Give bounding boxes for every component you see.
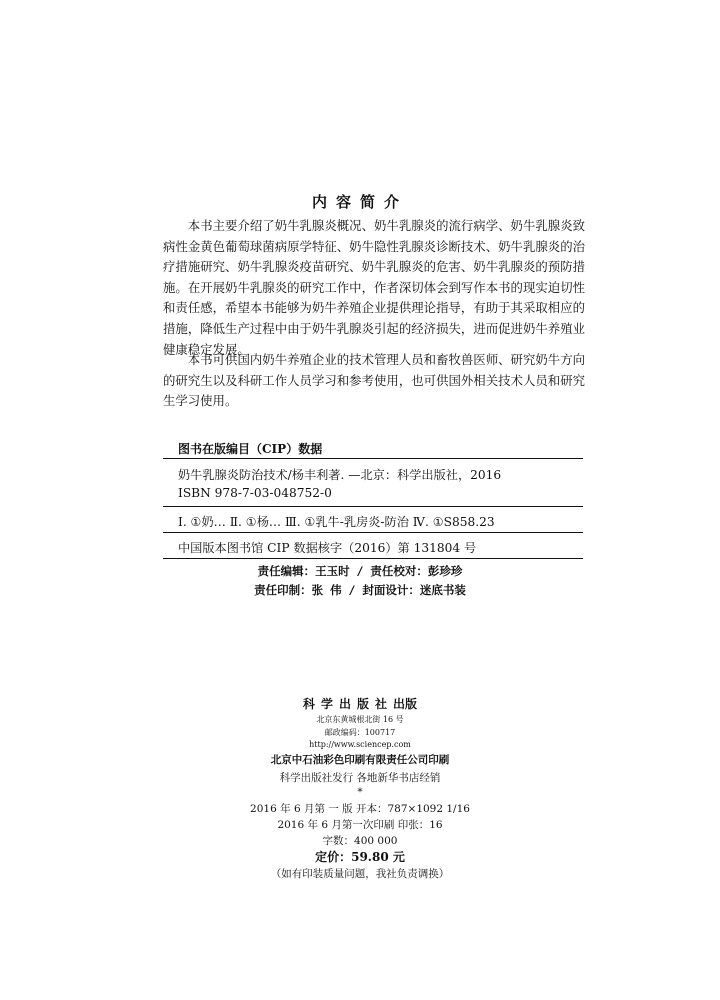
- cip-divider-top: [163, 458, 583, 459]
- price: 定价：59.80 元: [315, 850, 405, 864]
- edition-line: 2016 年 6 月第 一 版 开本：787×1092 1/16: [250, 803, 470, 815]
- cip-classification: Ⅰ. ①奶… Ⅱ. ①杨… Ⅲ. ①乳牛-乳房炎-防治 Ⅳ. ①S858.23: [178, 515, 495, 529]
- distribution-line: 科学出版社发行 各地新华书店经销: [279, 772, 441, 784]
- publisher-address: 北京东黄城根北街 16 号: [316, 715, 404, 724]
- quality-notice: （如有印装质量问题，我社负责调换）: [270, 868, 450, 880]
- credits-production: 责任印制：张 伟 / 封面设计：迷底书装: [254, 583, 466, 597]
- intro-paragraph-2: 本书可供国内奶牛养殖企业的技术管理人员和畜牧兽医师、研究奶牛方向的研究生以及科研工作人员学习和参考使用，也可供国外相关技术人员和研究生学习使用。: [163, 352, 585, 409]
- cip-title-line: 奶牛乳腺炎防治技术/杨丰利著. —北京：科学出版社，2016: [178, 468, 502, 482]
- intro-paragraph-1: 本书主要介绍了奶牛乳腺炎概况、奶牛乳腺炎的流行病学、奶牛乳腺炎致病性金黄色葡萄球菌病原学特征、奶牛隐性乳腺炎诊断技术、奶牛乳腺炎的治疗措施研究、奶牛乳腺炎疫苗研究、奶牛乳腺炎的危害、奶牛乳腺炎的预防措施。在开展奶牛乳腺炎的研究工作中，作者深切体会到写作本书的现实迫切性和责任感，希望本书能够为奶牛养殖企业提供理论指导，有助于其采取相应的措施，降低生产过程中由于奶牛乳腺炎引起的经济损失，进而促进奶牛养殖业健康稳定发展。: [163, 218, 585, 357]
- cip-number: 中国版本图书馆 CIP 数据核字（2016）第 131804 号: [178, 541, 477, 555]
- publisher-logo: [0, 695, 720, 712]
- cip-divider-lower: [163, 532, 583, 533]
- printer-line: 北京中石油彩色印刷有限责任公司印刷: [270, 754, 450, 766]
- credits-editors: 责任编辑：王玉时 / 责任校对：彭珍珍: [257, 564, 463, 578]
- printing-line: 2016 年 6 月第一次印刷 印张：16: [277, 819, 443, 831]
- cip-heading: 图书在版编目（CIP）数据: [178, 442, 323, 456]
- word-count: 字数：400 000: [322, 835, 398, 847]
- publisher-postcode: 邮政编码：100717: [324, 728, 396, 737]
- publisher-url: http://www.sciencep.com: [309, 740, 411, 749]
- publisher-logo-suffix: 出版: [393, 697, 418, 711]
- publisher-logo-text: 科学出版社: [302, 697, 393, 711]
- intro-title: 内容简介: [311, 193, 408, 211]
- cip-divider-bottom: [163, 558, 583, 559]
- cip-isbn: ISBN 978-7-03-048752-0: [178, 486, 332, 500]
- separator-asterisk: *: [357, 786, 363, 798]
- cip-divider-middle: [163, 506, 583, 507]
